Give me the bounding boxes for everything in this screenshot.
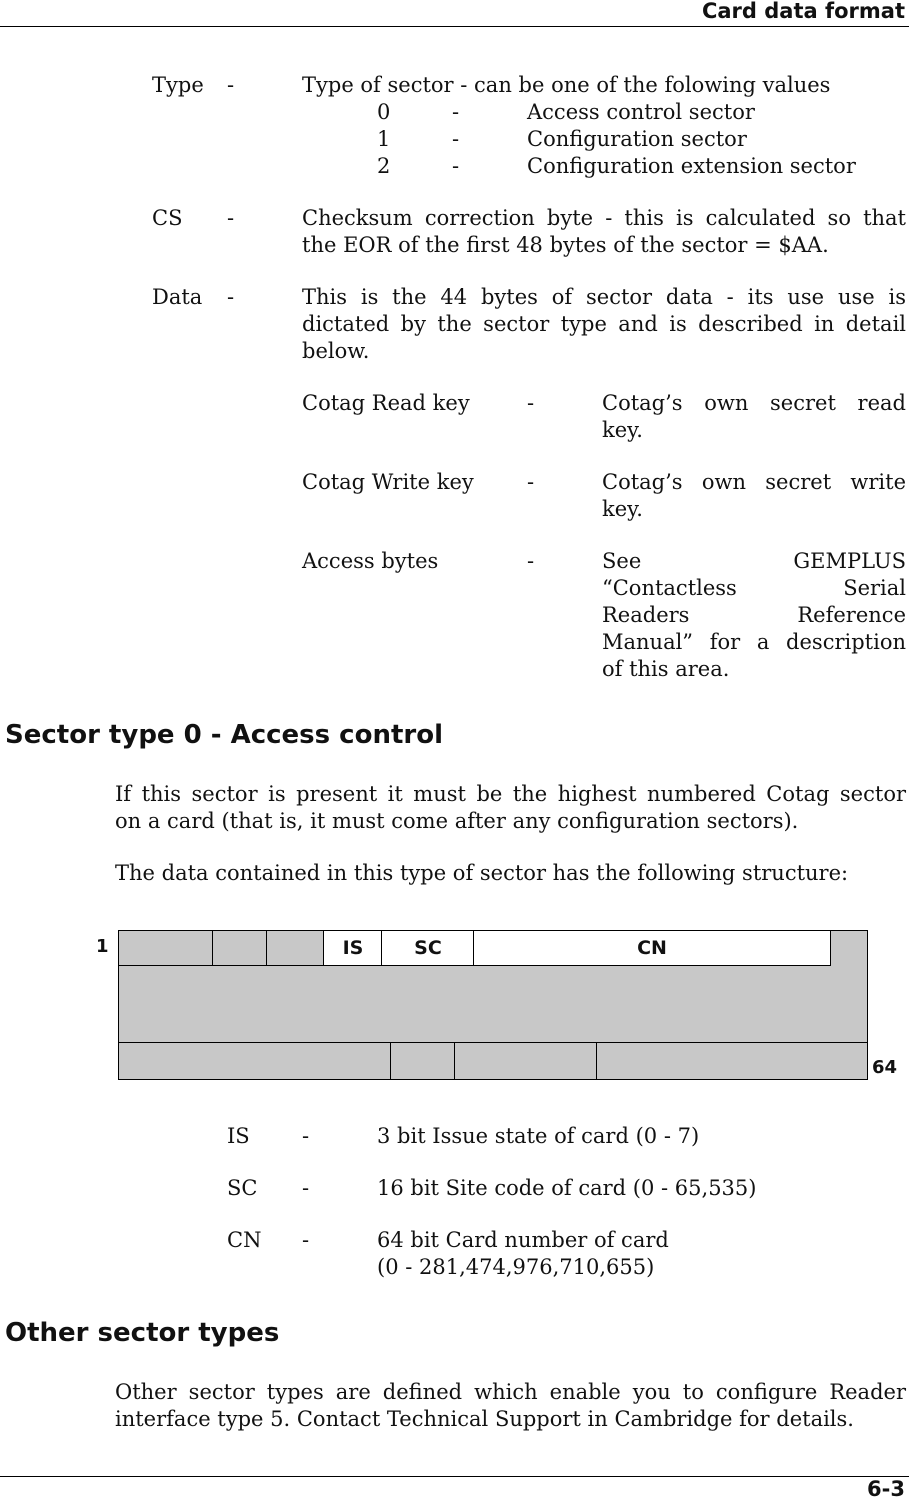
def-text-type: Type of sector - can be one of the folowing values xyxy=(302,73,831,97)
legend-term-sc: SC xyxy=(227,1176,258,1200)
def-text-cs-line: the EOR of the first 48 bytes of the sector = $AA. xyxy=(302,233,829,257)
diagram-field-label: IS xyxy=(342,937,364,959)
legend-term-is: IS xyxy=(227,1124,250,1148)
paragraph-line: Other sector types are defined which enable you to configure Reader xyxy=(115,1380,906,1404)
type-code: 0 xyxy=(377,100,391,124)
diagram-field-cell xyxy=(454,1042,598,1080)
subitem-text-line: Readers Reference xyxy=(602,603,906,627)
page-number: 6-3 xyxy=(867,1477,905,1501)
diagram-end-byte-label: 64 xyxy=(872,1057,898,1078)
section-heading-other-sector-types: Other sector types xyxy=(5,1318,280,1348)
diagram-field-cell xyxy=(390,1042,456,1080)
def-text-data-line: This is the 44 bytes of sector data - its use use is xyxy=(302,285,906,309)
legend-dash: - xyxy=(302,1124,310,1148)
type-label: Configuration sector xyxy=(527,127,747,151)
section-heading-access-control: Sector type 0 - Access control xyxy=(5,720,443,750)
diagram-field-is xyxy=(323,930,383,966)
subitem-text-line: See GEMPLUS xyxy=(602,549,906,573)
diagram-field-cell xyxy=(118,930,214,966)
type-dash: - xyxy=(452,127,460,151)
diagram-field-cell xyxy=(118,1042,392,1080)
paragraph-line: interface type 5. Contact Technical Support in Cambridge for details. xyxy=(115,1407,854,1431)
def-text-data-line: dictated by the sector type and is described in detail xyxy=(302,312,906,336)
legend-text: 64 bit Card number of card xyxy=(377,1228,669,1252)
def-term-data: Data xyxy=(152,285,203,309)
diagram-field-cell xyxy=(266,930,325,966)
def-term-type: Type xyxy=(152,73,204,97)
def-text-data-line: below. xyxy=(302,339,370,363)
paragraph-line: If this sector is present it must be the highest numbered Cotag sector xyxy=(115,782,906,806)
type-label: Access control sector xyxy=(527,100,755,124)
subitem-text-line: Manual” for a description xyxy=(602,630,906,654)
legend-text: 3 bit Issue state of card (0 - 7) xyxy=(377,1124,700,1148)
footer-rule xyxy=(0,1476,909,1477)
legend-dash: - xyxy=(302,1176,310,1200)
subitem-text-line: key. xyxy=(602,497,643,521)
def-dash: - xyxy=(227,285,235,309)
type-code: 1 xyxy=(377,127,391,151)
subitem-text-line: Cotag’s own secret write xyxy=(602,470,906,494)
diagram-field-label: CN xyxy=(637,937,667,959)
legend-dash: - xyxy=(302,1228,310,1252)
header-rule xyxy=(0,26,909,27)
diagram-field-sc xyxy=(381,930,475,966)
subitem-text-line: Cotag’s own secret read xyxy=(602,391,906,415)
legend-term-cn: CN xyxy=(227,1228,262,1252)
subitem-text-line: “Contactless Serial xyxy=(602,576,906,600)
subitem-text-line: of this area. xyxy=(602,657,730,681)
paragraph-line: The data contained in this type of sector has the following structure: xyxy=(115,861,849,885)
page-header-title: Card data format xyxy=(701,0,905,23)
legend-text: 16 bit Site code of card (0 - 65,535) xyxy=(377,1176,757,1200)
diagram-field-cn xyxy=(473,930,831,966)
diagram-field-cell xyxy=(596,1042,868,1080)
diagram-start-byte-label: 1 xyxy=(96,936,109,957)
def-text-cs-line: Checksum correction byte - this is calculated so that xyxy=(302,206,906,230)
paragraph-line: on a card (that is, it must come after any configuration sectors). xyxy=(115,809,799,833)
def-dash: - xyxy=(227,73,235,97)
type-dash: - xyxy=(452,100,460,124)
subitem-dash: - xyxy=(527,549,535,573)
subitem-dash: - xyxy=(527,470,535,494)
type-label: Configuration extension sector xyxy=(527,154,856,178)
type-dash: - xyxy=(452,154,460,178)
def-dash: - xyxy=(227,206,235,230)
diagram-field-cell xyxy=(212,930,268,966)
subitem-term-read-key: Cotag Read key xyxy=(302,391,470,415)
type-code: 2 xyxy=(377,154,391,178)
subitem-dash: - xyxy=(527,391,535,415)
subitem-term-write-key: Cotag Write key xyxy=(302,470,474,494)
diagram-field-label: SC xyxy=(414,937,442,959)
subitem-text-line: key. xyxy=(602,418,643,442)
legend-text: (0 - 281,474,976,710,655) xyxy=(377,1255,655,1279)
subitem-term-access-bytes: Access bytes xyxy=(302,549,439,573)
def-term-cs: CS xyxy=(152,206,183,230)
sector-structure-diagram xyxy=(0,920,909,1090)
